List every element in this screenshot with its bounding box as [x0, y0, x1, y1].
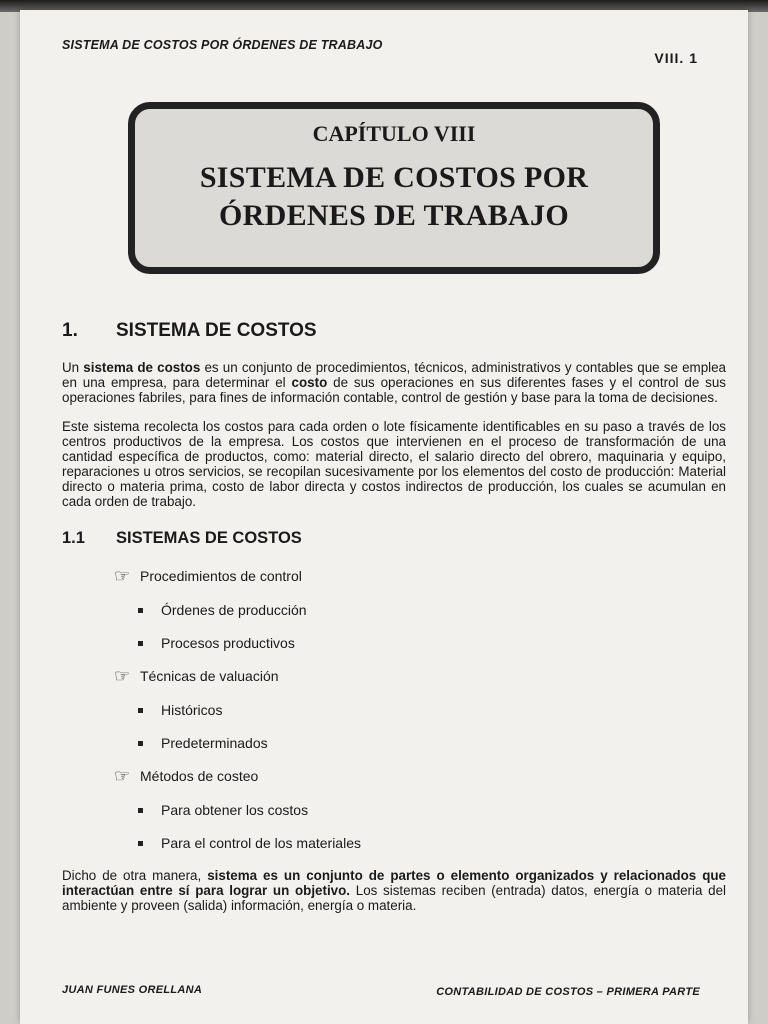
paragraph-description: Este sistema recolecta los costos para cada orden o lote físicamente identificables en su paso a través de los centros productivos de la empresa. Los costos que intervienen en el proceso de transformación de una cantidad específica de productos, como: material directo, el salario directo del obrero, maquinaria y equipo, reparaciones u otros servicios, se recopilan sucesivamente por los elementos del costo de producción: Material directo o materia prima, costo de labor directa y costos indirectos de producción, los cuales se acumulan en cada orden de trabajo.	[62, 419, 726, 509]
section-title: SISTEMA DE COSTOS	[116, 320, 317, 341]
section-title: SISTEMAS DE COSTOS	[116, 529, 302, 547]
bold-term: sistema de costos	[83, 360, 201, 375]
square-bullet-icon	[138, 841, 143, 846]
list-item-label: Órdenes de producción	[161, 602, 307, 618]
list-group-title	[114, 668, 726, 684]
square-bullet-icon	[138, 741, 143, 746]
square-bullet-icon	[138, 808, 143, 813]
paragraph-definition	[62, 360, 726, 405]
text-run: Dicho de otra manera,	[62, 868, 208, 883]
section-heading-1-1	[62, 529, 726, 548]
list-item-label: Procesos productivos	[161, 635, 295, 651]
section-heading-1	[62, 320, 726, 342]
text-run: Un	[62, 360, 84, 375]
list-group	[114, 768, 726, 851]
document-page	[20, 10, 748, 1024]
list-item-label: Predeterminados	[161, 735, 268, 751]
list-item-label: Para el control de los materiales	[161, 835, 361, 851]
section-number: 1.	[62, 320, 78, 341]
chapter-title-line-2: ÓRDENES DE TRABAJO	[219, 199, 569, 232]
chapter-label: CAPÍTULO VIII	[312, 121, 476, 146]
square-bullet-icon	[138, 608, 143, 613]
list-group-label: Métodos de costeo	[140, 768, 259, 784]
list-item	[138, 835, 726, 851]
chapter-title	[135, 159, 653, 235]
square-bullet-icon	[138, 641, 143, 646]
list-item	[138, 735, 726, 751]
pointing-hand-icon: ☞	[114, 666, 131, 686]
paragraph-summary	[62, 868, 726, 913]
running-header: SISTEMA DE COSTOS POR ÓRDENES DE TRABAJO	[62, 38, 383, 52]
square-bullet-icon	[138, 708, 143, 713]
list-group-label: Técnicas de valuación	[140, 668, 279, 684]
list-item-label: Para obtener los costos	[161, 802, 309, 818]
page-content	[62, 320, 726, 927]
page-number: VIII. 1	[654, 50, 698, 66]
list-group-title	[114, 568, 726, 584]
list-item	[138, 602, 726, 618]
footer-author: JUAN FUNES ORELLANA	[62, 984, 203, 996]
list-group	[114, 568, 726, 651]
text-run: es un conjunto de procedimientos, técnicos, administrativos y contables que se emplea en una empresa, para determinar el	[62, 360, 727, 390]
list-item	[138, 702, 726, 718]
pointing-hand-icon: ☞	[114, 566, 131, 586]
footer-book-title: CONTABILIDAD DE COSTOS – PRIMERA PARTE	[436, 986, 700, 998]
text-run: de sus operaciones en sus diferentes fases y el control de sus operaciones fabriles, para fines de información contable, control de gestión y base para la toma de decisiones.	[62, 375, 727, 405]
chapter-title-box	[128, 102, 660, 274]
pointing-hand-icon: ☞	[114, 766, 131, 786]
list-item	[138, 635, 726, 651]
bold-definition: sistema es un conjunto de partes o elemento organizados y relacionados que interactúan entre sí para lograr un objetivo.	[62, 868, 726, 898]
text-run: Los sistemas reciben (entrada) datos, energía o materia del ambiente y proveen (salida) información, energía o materia.	[62, 883, 726, 913]
list-item	[138, 802, 726, 818]
list-group-label: Procedimientos de control	[140, 568, 302, 584]
list-item-label: Históricos	[161, 702, 223, 718]
list-group-title	[114, 768, 726, 784]
bold-term: costo	[291, 375, 328, 390]
chapter-title-line-1: SISTEMA DE COSTOS POR	[199, 161, 589, 194]
list-group	[114, 668, 726, 751]
section-number: 1.1	[62, 529, 85, 547]
